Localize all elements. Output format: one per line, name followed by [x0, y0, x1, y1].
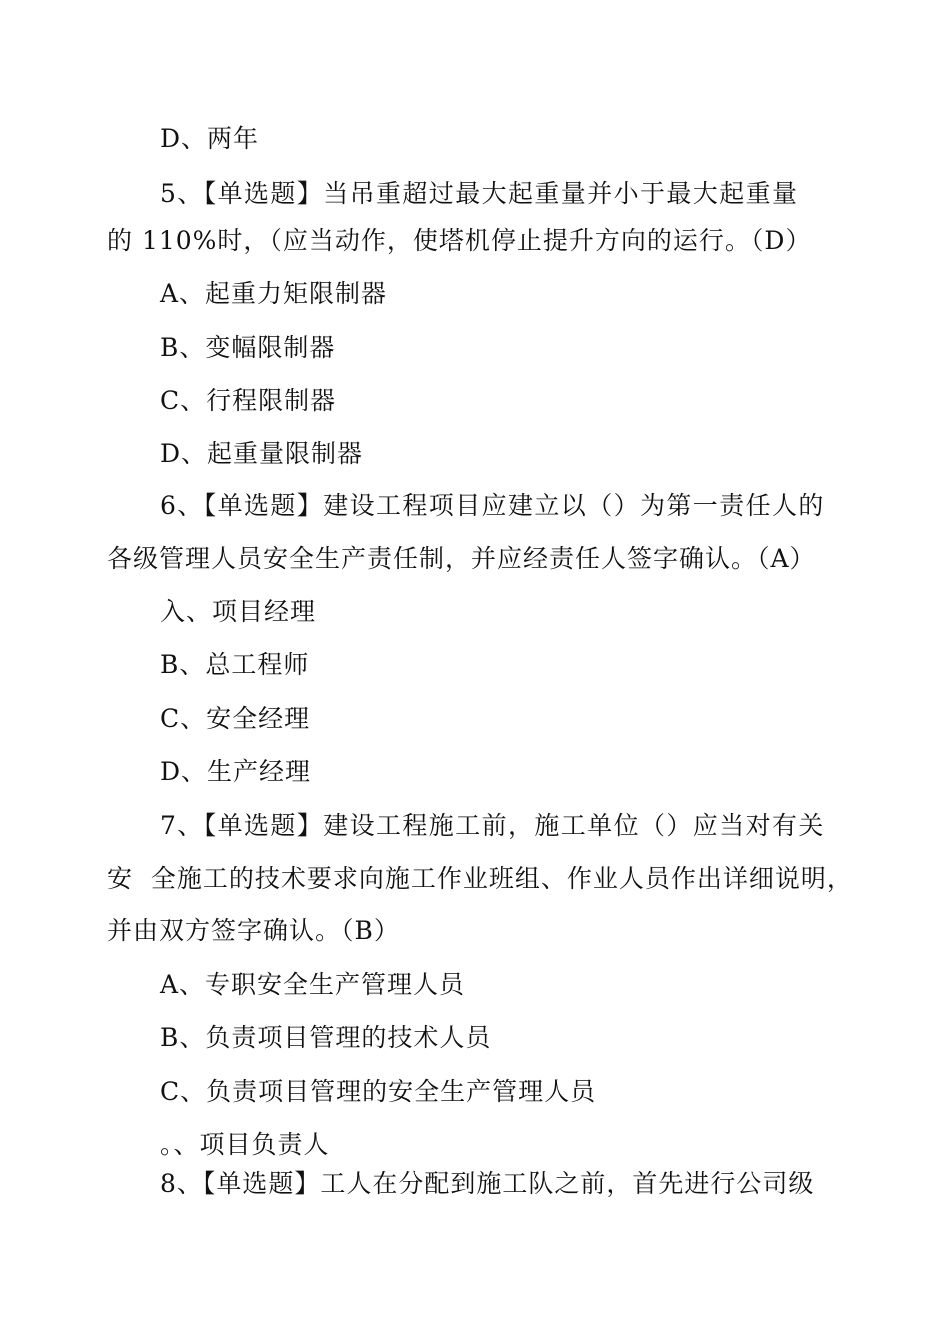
option-d-q6: D、生产经理 — [160, 757, 312, 786]
question-7-line-2: 安 全施工的技术要求向施工作业班组、作业人员作出详细说明， — [107, 864, 853, 893]
option-b-q7: B、负责项目管理的技术人员 — [160, 1023, 492, 1052]
question-7-line-3: 并由双方签字确认。（B） — [107, 916, 400, 945]
option-c-q5: C、行程限制器 — [160, 386, 337, 415]
option-d-q5: D、起重量限制器 — [160, 439, 364, 468]
option-b-q6: B、总工程师 — [160, 650, 310, 679]
option-d-q7: 。、项目负责人 — [160, 1130, 330, 1159]
question-5-line-1: 5、【单选题】当吊重超过最大起重量并小于最大起重量 — [160, 179, 799, 208]
option-a-q6: 入、项目经理 — [160, 597, 317, 626]
option-d-q4: D、两年 — [160, 124, 260, 153]
question-8-line-1: 8、【单选题】工人在分配到施工队之前，首先进行公司级 — [160, 1169, 815, 1198]
question-6-line-1: 6、【单选题】建设工程项目应建立以（）为第一责任人的 — [160, 491, 825, 520]
option-c-q6: C、安全经理 — [160, 704, 311, 733]
question-6-line-2: 各级管理人员安全生产责任制，并应经责任人签字确认。（A） — [107, 544, 816, 573]
option-b-q5: B、变幅限制器 — [160, 333, 336, 362]
option-c-q7: C、负责项目管理的安全生产管理人员 — [160, 1077, 597, 1106]
question-5-line-2: 的 110%时，（应当动作，使塔机停止提升方向的运行。（D） — [107, 226, 812, 255]
question-7-line-1: 7、【单选题】建设工程施工前，施工单位（）应当对有关 — [160, 811, 825, 840]
option-a-q5: A、起重力矩限制器 — [160, 279, 388, 308]
option-a-q7: A、专职安全生产管理人员 — [160, 970, 466, 999]
